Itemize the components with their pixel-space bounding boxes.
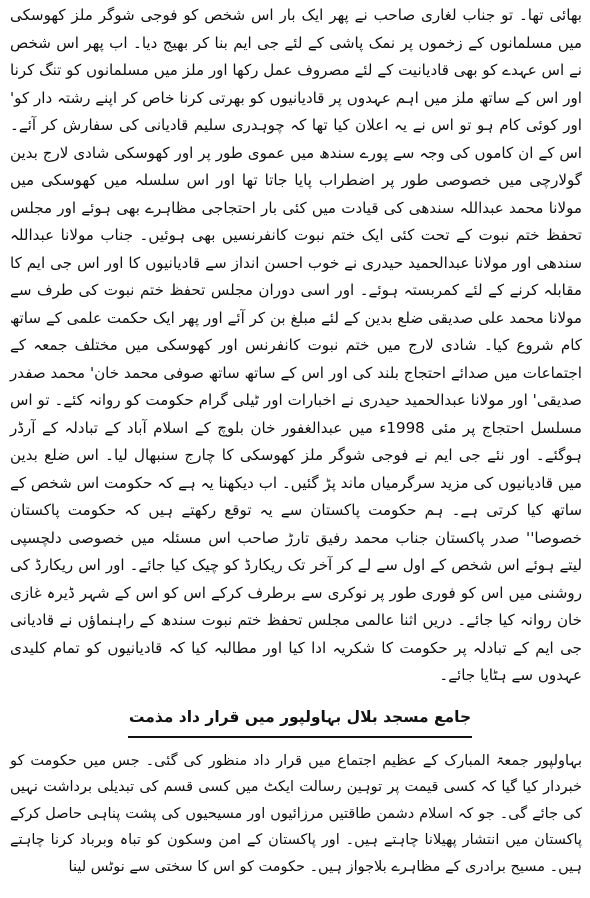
heading-underline xyxy=(128,736,472,738)
article-paragraph-1: بھائی تھا۔ تو جناب لغاری صاحب نے پھر ایک بار اس شخص کو فوجی شوگر ملز کھوسکی میں مسلمانوں کے زخموں پر نمک پاشی کے لئے جی ایم بنا کر بھیج دیا۔ اب پھر اس شخص نے اس عہدے کو بھی قادیانیت کے لئے مصروف عمل رکھا اور ملز میں مسلمانوں کو تنگ کرنا اور اس کے ساتھ ملز میں اہم عہدوں پر قادیانیوں کو بھرتی کرنا خاص کر اپنے رشتہ دار کو' اور کوئی کام ہو تو اس نے یہ اعلان کیا تھا کہ چوہدری سلیم قادیانی کی سفارش کر آئے۔ اس کے ان کاموں کی وجہ سے پورے سندھ میں عموی طور پر اور کھوسکی شادی لارج بدین گولارچی میں خصوصی طور پر اضطراب پایا جاتا تھا اور اس سلسلہ میں کھوسکی میں مولانا محمد عبداللہ سندھی کی قیادت میں کئی بار احتجاجی مظاہرے بھی ہوئے اور مجلس تحفظ ختم نبوت کے تحت کئی ایک ختم نبوت کانفرنسیں بھی ہوئیں۔ جناب مولانا عبداللہ سندھی اور مولانا عبدالحمید حیدری نے خوب احسن انداز سے قادیانیوں کا اور اس جی ایم کا مقابلہ کرنے کے لئے کمربستہ ہوئے۔ اور اسی دوران مجلس تحفظ ختم نبوت کی طرف سے مولانا محمد علی صدیقی ضلع بدین کے لئے مبلغ بن کر آئے اور پھر ایک حکمت علمی کے ساتھ کام شروع کیا۔ شادی لارج میں ختم نبوت کانفرنس اور کھوسکی میں مختلف جمعہ کے اجتماعات میں صدائے احتجاج بلند کی اور اس کے ساتھ ساتھ صوفی محمد خان' محمد صفدر صدیقی' اور مولانا عبدالحمید حیدری نے اخبارات اور ٹیلی گرام حکومت کو روانہ کئے۔ تو اس مسلسل احتجاج پر مئی 1998ء میں عبدالغفور خان بلوچ کے اسلام آباد کے تبادلہ کے آرڈر ہوگئے۔ اور نئے جی ایم نے فوجی شوگر ملز کھوسکی کا چارج سنبھال لیا۔ اس ضلع بدین میں قادیانیوں کی مزید سرگرمیاں ماند پڑ گئیں۔ اب دیکھنا یہ ہے کہ حکومت اس شخص کے ساتھ کیا کرتی ہے۔ ہم حکومت پاکستان سے یہ توقع رکھتے ہیں کہ حکومت پاکستان خصوصا'' صدر پاکستان جناب محمد رفیق تارڑ صاحب اس مسئلہ میں خصوصی دلچسپی لیتے ہوئے اس شخص کے اول سے لے کر آخر تک ریکارڈ کو چیک کیا جائے۔ اور اس ریکارڈ کی روشنی میں اس کو فوری طور پر نوکری سے برطرف کرکے اس کو اس کے شہر ڈیرہ غازی خان روانہ کیا جائے۔ دریں اثنا عالمی مجلس تحفظ ختم نبوت سندھ کے راہنماؤں نے قادیانی جی ایم کے تبادلہ پر حکومت کا شکریہ ادا کیا اور مطالبہ کیا کہ قادیانیوں کو تمام کلیدی عہدوں سے ہٹایا جائے۔ xyxy=(10,6,582,685)
section-heading xyxy=(120,700,480,740)
section-heading-text: جامع مسجد بلال بہاولپور میں قرار داد مذمت xyxy=(128,708,472,726)
article-paragraph-2: بہاولپور جمعۃ المبارک کے عظیم اجتماع میں قرار داد منظور کی گئی۔ جس میں حکومت کو خبردار کیا گیا کہ کسی قیمت پر توہین رسالت ایکٹ میں کسی قسم کی تبدیلی برداشت نہیں کی جائے گی۔ جو کہ اسلام دشمن طاقتیں مرزائیوں اور مسیحیوں کی پشت پناہی حاصل کرکے پاکستان میں انتشار پھیلانا چاہتے ہیں۔ اور پاکستان کے امن وسکون کو تباہ وبرباد کرنا چاہتے ہیں۔ مسیح برادری کے مظاہرے بلاجواز ہیں۔ حکومت کو اس کا سختی سے نوٹس لینا xyxy=(10,753,582,875)
